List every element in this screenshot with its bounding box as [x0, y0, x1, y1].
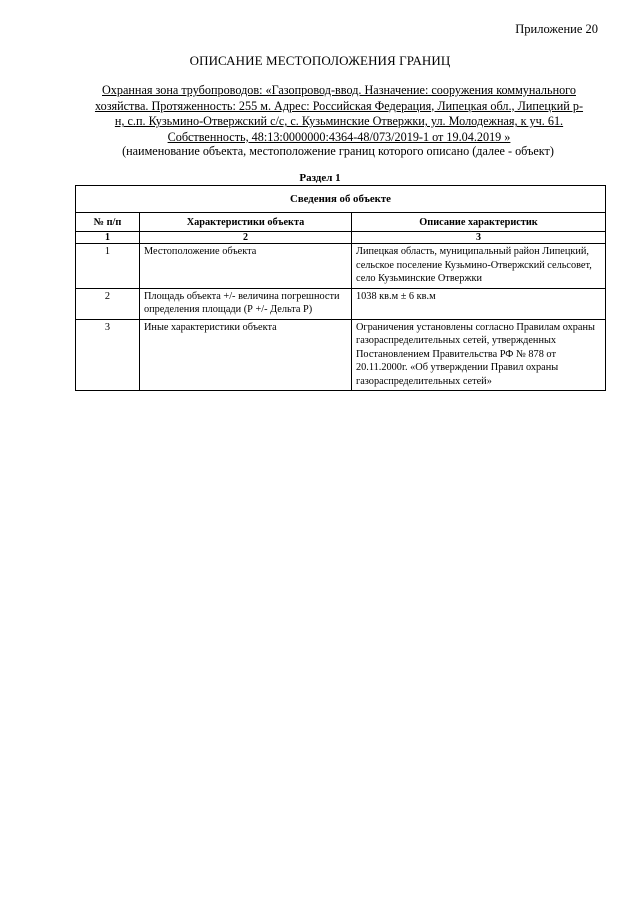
- table-row: [76, 319, 606, 391]
- row-number: 1: [76, 244, 140, 289]
- row-number: 3: [76, 319, 140, 391]
- appendix-label: Приложение 20: [515, 22, 598, 36]
- row-characteristic: Площадь объекта +/- величина погрешности определения площади (Р +/- Дельта Р): [140, 288, 352, 319]
- page-title: ОПИСАНИЕ МЕСТОПОЛОЖЕНИЯ ГРАНИЦ: [189, 53, 451, 68]
- column-header-description: Описание характеристик: [352, 213, 606, 232]
- object-description: [78, 83, 600, 145]
- row-description: 1038 кв.м ± 6 кв.м: [352, 288, 606, 319]
- table-row: [76, 244, 606, 289]
- object-line: Охранная зона трубопроводов: «Газопровод-ввод. Назначение: сооружения коммунального: [102, 83, 576, 97]
- row-description: Липецкая область, муниципальный район Липецкий, сельское поселение Кузьмино-Отвержский сельсовет, село Кузьминские Отвержки: [352, 244, 606, 289]
- object-line: Собственность, 48:13:0000000:4364-48/073/2019-1 от 19.04.2019 »: [167, 129, 511, 144]
- row-description: Ограничения установлены согласно Правилам охраны газораспределительных сетей, утвержденных Постановлением Правительства РФ № 878 от 20.11.2000г. «Об утверждении Правил охраны газораспределительных сетей»: [352, 319, 606, 391]
- table-row: [76, 288, 606, 319]
- row-characteristic: Местоположение объекта: [140, 244, 352, 289]
- column-number: 1: [76, 232, 140, 244]
- column-header-num: № п/п: [76, 213, 140, 232]
- section-label: Раздел 1: [299, 172, 341, 184]
- object-info-table: [75, 185, 606, 391]
- column-number: 2: [140, 232, 352, 244]
- column-number: 3: [352, 232, 606, 244]
- object-line: н, с.п. Кузьмино-Отвержский с/с, с. Кузьминские Отвержки, ул. Молодежная, к уч. 61.: [114, 114, 564, 129]
- row-number: 2: [76, 288, 140, 319]
- table-title: Сведения об объекте: [76, 186, 606, 213]
- object-caption: (наименование объекта, местоположение границ которого описано (далее - объект): [122, 144, 554, 158]
- object-line: хозяйства. Протяженность: 255 м. Адрес: Российская Федерация, Липецкая обл., Липецкий р-: [94, 98, 584, 113]
- column-header-characteristic: Характеристики объекта: [140, 213, 352, 232]
- row-characteristic: Иные характеристики объекта: [140, 319, 352, 391]
